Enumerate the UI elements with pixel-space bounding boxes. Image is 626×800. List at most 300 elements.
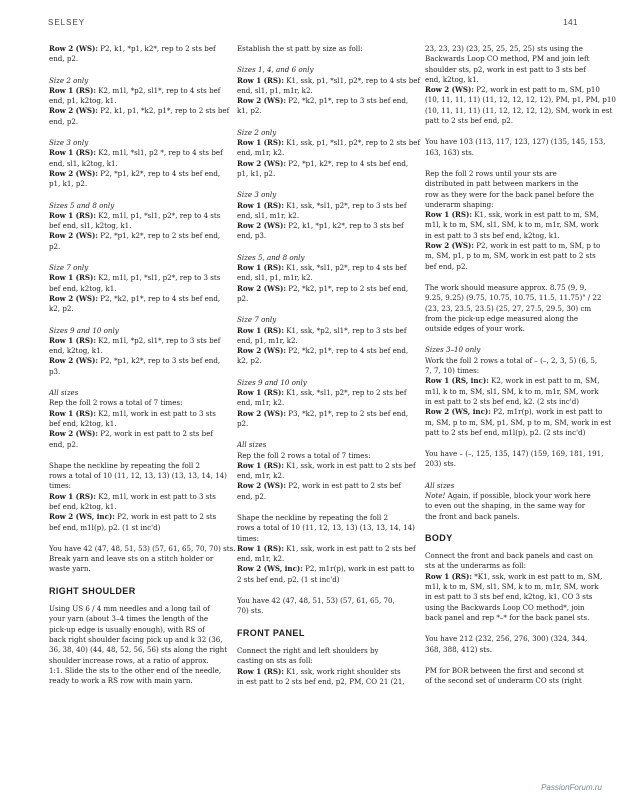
row-label: Row 1 (RS):	[49, 408, 96, 418]
text-line	[49, 294, 225, 304]
instruction-text: PM for BOR between the first and second st	[425, 665, 584, 675]
paragraph	[237, 596, 413, 617]
paragraph	[425, 283, 601, 334]
text-line	[49, 635, 225, 645]
instruction-text: P2, *k2, p1*, rep to 4 sts bef end,	[286, 346, 409, 356]
text-line	[425, 324, 601, 334]
instruction-text: P2, *p1, k2*, rep to 3 sts bef end,	[98, 356, 221, 366]
instruction-text: k2, p2.	[49, 304, 74, 314]
text-line	[425, 603, 601, 613]
text-line	[237, 169, 413, 179]
text-line	[237, 346, 413, 356]
instruction-text: end, sl1, m1r, k2.	[237, 210, 300, 220]
instruction-text: K2, m1l, *p2, sl1*, rep to 3 sts bef	[95, 335, 221, 345]
text-line	[237, 513, 413, 523]
instruction-text: your yarn (about 3–4 times the length of the	[49, 614, 209, 624]
instruction-text: You have 103 (113, 117, 123, 127) (135, 145, 153,	[425, 137, 606, 147]
instruction-text: 203) sts.	[425, 459, 456, 469]
text-line	[49, 179, 225, 189]
text-line	[49, 409, 225, 419]
instruction-text: P2, work in est patt to m, SM, p to	[474, 241, 601, 251]
instruction-text: You have 212 (232, 256, 276, 300) (324, 344,	[425, 634, 588, 644]
instruction-text: using the Backwards Loop CO method*, join	[425, 602, 585, 612]
instruction-text: underarm shaping:	[425, 199, 494, 209]
text-line	[49, 284, 225, 294]
instruction-text: Rep the foll 2 rows a total of 7 times:	[237, 450, 371, 460]
text-line	[425, 169, 601, 179]
instruction-text: patt to 2 sts bef end, p2.	[425, 116, 514, 126]
text-line	[237, 326, 413, 336]
text-line	[237, 211, 413, 221]
italic-text: Sizes 3–10 only	[425, 345, 481, 355]
italic-text: Sizes 1, 4, and 6 only	[237, 65, 314, 75]
text-line	[49, 326, 225, 336]
instruction-text: P2, *p1, k2*, rep to 4 sts bef end,	[98, 168, 221, 178]
instruction-text: K1, ssk, work in est patt to m, SM,	[471, 210, 599, 220]
instruction-text: K1, ssk, work in est patt to 2 sts bef	[283, 460, 416, 470]
paragraph	[237, 127, 421, 179]
section-heading: BODY	[425, 532, 453, 543]
paragraph	[425, 634, 601, 655]
instruction-text: 2 sts bef end, p2. (1 st inc'd)	[237, 574, 340, 584]
instruction-text: casting on sts as foll:	[237, 656, 313, 666]
row-label: Row 2 (WS):	[49, 293, 99, 303]
text-line	[425, 345, 601, 355]
row-label: Row 1 (RS):	[237, 138, 284, 148]
text-line	[237, 378, 413, 388]
text-line	[49, 86, 225, 96]
instruction-text: bef end, k2tog, k1.	[49, 418, 117, 428]
text-line	[237, 451, 413, 461]
text-line	[237, 523, 413, 533]
instruction-text: K1, ssk, p1, *sl1, p2*, rep to 4 sts bef	[283, 75, 421, 85]
instruction-text: 9.25, 9.25) (9.75, 10.75, 10.75, 11.5, 11.75)" / 22	[425, 293, 602, 303]
instruction-text: k2, p2.	[237, 356, 262, 366]
text-line	[425, 190, 601, 200]
italic-text: Sizes 9 and 10 only	[49, 325, 119, 335]
instruction-text: m, SM, p to m, SM, p1, SM, p to m, SM, work in est	[425, 417, 612, 427]
instruction-text: m1l, k to m, SM, sl1, SM, k to m, m1r, SM, work	[425, 220, 599, 230]
text-line	[237, 543, 416, 554]
text-line	[425, 613, 601, 623]
instruction-text: distributed in patt between markers in the	[425, 179, 579, 189]
text-line	[49, 666, 225, 676]
text-line	[49, 492, 225, 502]
paragraph	[237, 190, 413, 241]
instruction-text: back panel and rep *–* for the back panel sts.	[425, 612, 590, 622]
paragraph	[425, 137, 606, 158]
text-line	[49, 512, 225, 522]
text-line	[49, 159, 225, 169]
row-label: Row 2 (WS):	[49, 356, 99, 366]
text-line	[237, 231, 413, 241]
instruction-text: K2, m1l, work in est patt to 3 sts	[95, 491, 216, 501]
section-heading: FRONT PANEL	[237, 627, 305, 638]
paragraph	[425, 449, 604, 470]
text-line	[425, 491, 601, 501]
instruction-text: end, p1, k2tog, k1.	[49, 96, 117, 106]
paragraph	[237, 65, 421, 116]
text-line	[237, 148, 413, 158]
row-label: Row 2 (WS):	[237, 283, 287, 293]
text-line	[237, 460, 416, 471]
paragraph	[425, 345, 612, 438]
paragraph	[425, 666, 601, 687]
italic-text: Note!	[425, 490, 446, 500]
instruction-text: p2.	[237, 293, 249, 303]
instruction-text: end, p3.	[237, 231, 267, 241]
instruction-text: Rep the foll 2 rows a total of 7 times:	[49, 398, 183, 408]
instruction-text: Break yarn and leave sts on a stitch holder or	[49, 554, 214, 564]
text-line	[237, 656, 413, 666]
row-label: Row 1 (RS):	[237, 543, 284, 553]
instruction-text: Connect the right and left shoulders by	[237, 645, 379, 655]
paragraph	[49, 44, 225, 65]
row-label: Row 1 (RS):	[425, 571, 472, 581]
instruction-text: end, m1r, k2.	[237, 554, 285, 564]
row-label: Row 1 (RS):	[237, 666, 284, 676]
paragraph	[237, 44, 413, 54]
text-line	[49, 263, 225, 273]
instruction-text: k1, p2.	[237, 106, 262, 116]
instruction-text: P2, *p1, k2*, rep to 2 sts bef end,	[98, 231, 221, 241]
text-line	[425, 179, 601, 189]
instruction-text: 368, 388, 412) sts.	[425, 644, 493, 654]
instruction-text: end, k2tog, k1.	[49, 346, 103, 356]
text-line	[237, 596, 413, 606]
instruction-text: m, SM, p1, p to m, SM, work in est patt to 2 sts	[425, 251, 596, 261]
header-title: SELSEY	[48, 18, 86, 27]
text-line	[237, 159, 413, 169]
instruction-text: to even out the shaping, in the same way for	[425, 501, 586, 511]
text-line	[237, 284, 413, 294]
instruction-text: times:	[237, 533, 260, 543]
instruction-text: P2, *k2, p1*, rep to 2 sts bef end,	[286, 283, 409, 293]
italic-text: Size 2 only	[237, 127, 277, 137]
row-label: Row 2 (WS):	[49, 106, 99, 116]
italic-text: Sizes 9 and 10 only	[237, 377, 307, 387]
instruction-text: end, m1r, k2.	[237, 471, 285, 481]
instruction-text: P2, k1, p1, *k2, p1*, rep to 2 sts bef	[98, 106, 230, 116]
text-line	[425, 262, 601, 272]
row-label: Row 1 (RS):	[237, 388, 284, 398]
instruction-text: Connect the front and back panels and cast on	[425, 551, 593, 561]
text-line	[425, 592, 601, 602]
row-label: Row 1 (RS):	[425, 210, 472, 220]
text-line	[49, 554, 225, 564]
text-line	[49, 502, 225, 512]
instruction-text: end, sl1, p1, m1r, k2.	[237, 273, 313, 283]
text-line	[425, 407, 601, 417]
text-line	[49, 419, 225, 429]
instruction-text: K2, work in est patt to m, SM,	[488, 376, 600, 386]
text-line	[425, 666, 601, 676]
text-line	[49, 523, 225, 533]
instruction-text: 36, 38, 40) (44, 48, 52, 56, 56) sts along the right	[49, 645, 228, 655]
instruction-text: Using US 6 / 4 mm needles and a long tail of	[49, 604, 210, 614]
paragraph	[49, 201, 225, 252]
text-line	[237, 398, 413, 408]
instruction-text: P2, work in est patt to 2 sts	[114, 512, 217, 522]
text-line	[237, 315, 413, 325]
instruction-text: end, m1r, k2.	[237, 398, 285, 408]
text-line	[425, 116, 601, 126]
instruction-text: the front and back panels.	[425, 511, 520, 521]
text-line	[425, 645, 601, 655]
text-line	[425, 220, 601, 230]
text-line	[237, 575, 413, 585]
text-line	[237, 65, 413, 75]
instruction-text: m1l, k to m, SM, sl1, SM, k to m, m1r, SM, work	[425, 386, 599, 396]
instruction-text: K1, ssk, *sl1, p2*, rep to 4 sts bef	[283, 263, 407, 273]
instruction-text: You have – (–, 125, 135, 147) (159, 169, 181, 191,	[425, 449, 604, 459]
text-line	[237, 44, 413, 54]
text-line	[425, 356, 601, 366]
paragraph	[49, 604, 228, 686]
text-line	[425, 44, 601, 54]
instruction-text: (23, 23, 23.5, 23.5) (25, 27, 27.5, 29.5, 30) cm	[425, 303, 592, 313]
text-line	[425, 512, 601, 522]
text-line	[49, 367, 225, 377]
row-label: Row 2 (WS):	[237, 481, 287, 491]
paragraph	[425, 44, 616, 126]
text-line	[425, 283, 601, 293]
text-line	[237, 419, 413, 429]
paragraph	[237, 253, 413, 304]
paragraph	[425, 481, 601, 522]
text-line	[49, 346, 225, 356]
text-line	[237, 606, 413, 616]
text-line	[49, 96, 225, 106]
instruction-text: in est patt to 3 sts bef end, k2tog, k1, CO 3 sts	[425, 592, 593, 602]
instruction-text: m1l, k to m, SM, sl1, SM, k to m, m1r, SM, work	[425, 582, 599, 592]
italic-text: Size 7 only	[237, 315, 277, 325]
instruction-text: outside edges of your work.	[425, 324, 525, 334]
instruction-text: 1:1. Slide the sts to the other end of the needle,	[49, 665, 222, 675]
instruction-text: P2, m1r(p), work in est patt to	[302, 564, 415, 574]
text-line	[49, 221, 225, 231]
text-line	[237, 646, 413, 656]
text-line	[425, 54, 601, 64]
text-line	[425, 65, 601, 75]
text-line	[425, 561, 601, 571]
instruction-text: p2.	[237, 418, 249, 428]
text-line	[49, 169, 225, 179]
text-line	[49, 273, 225, 283]
page-number: 141	[563, 18, 578, 27]
instruction-text: sts at the underarms as foll:	[425, 561, 527, 571]
instruction-text: K1, ssk, *sl1, p2*, rep to 2 sts bef	[283, 388, 407, 398]
instruction-text: The work should measure approx. 8.75 (9, 9,	[425, 282, 587, 292]
text-line	[237, 86, 413, 96]
instruction-text: waste yarn.	[49, 564, 91, 574]
text-line	[237, 356, 413, 366]
text-line	[49, 440, 225, 450]
row-label: Row 2 (WS, inc):	[425, 407, 491, 417]
paragraph	[49, 263, 225, 314]
text-line	[49, 356, 225, 366]
instruction-text: *K1, ssk, work in est patt to m, SM,	[471, 571, 603, 581]
text-line	[49, 429, 225, 439]
column-3	[425, 44, 616, 697]
instruction-text: rows a total of 10 (11, 12, 13, 13) (13, 13, 14, 14)	[237, 523, 415, 533]
row-label: Row 2 (WS):	[49, 429, 99, 439]
instruction-text: bef end, m1l(p), p2. (1 st inc'd)	[49, 522, 161, 532]
text-line	[425, 210, 601, 220]
paragraph	[49, 138, 225, 189]
text-line	[237, 554, 413, 564]
text-line	[425, 387, 601, 397]
text-line	[237, 409, 413, 419]
paragraph	[237, 646, 413, 687]
text-line	[237, 190, 413, 200]
paragraph	[49, 75, 230, 127]
instruction-text: P2, work in est patt to 2 sts bef	[98, 429, 214, 439]
paragraph	[49, 388, 225, 450]
text-line	[425, 582, 601, 592]
text-line	[49, 614, 225, 624]
text-line	[49, 645, 228, 655]
text-line	[425, 95, 616, 105]
instruction-text: K1, ssk, work right shoulder sts	[283, 666, 401, 676]
text-line	[425, 572, 601, 582]
text-line	[49, 211, 225, 221]
instruction-text: 23, 23, 23) (23, 25, 25, 25, 25) sts using the	[425, 44, 583, 53]
text-line	[49, 481, 225, 491]
instruction-text: patt to 2 sts bef end, m1l(p), p2. (2 sts inc'd)	[425, 427, 586, 437]
instruction-text: bef end, k2tog, k1.	[49, 501, 117, 511]
text-line	[49, 656, 225, 666]
text-line	[49, 231, 225, 241]
text-line	[237, 534, 413, 544]
text-line	[237, 667, 413, 677]
text-line	[49, 54, 225, 64]
instruction-text: bef end, sl1, k2tog, k1.	[49, 221, 132, 231]
row-label: Row 2 (WS):	[237, 221, 287, 231]
row-label: Row 1 (RS):	[49, 491, 96, 501]
instruction-text: in est patt to 2 sts bef end, k2. (2 sts inc'd)	[425, 396, 580, 406]
text-line	[49, 388, 225, 398]
text-line	[237, 96, 413, 106]
instruction-text: bef end, k2tog, k1.	[49, 283, 117, 293]
instruction-text: (10, 11, 11, 11) (11, 12, 12, 12, 12), SM, work in est	[425, 105, 613, 115]
paragraph	[49, 543, 236, 575]
instruction-text: K1, ssk, *sl1, p2*, rep to 3 sts bef	[283, 200, 407, 210]
instruction-text: of the second set of underarm CO sts (right	[425, 676, 582, 686]
text-line	[425, 200, 601, 210]
text-line	[49, 201, 225, 211]
text-line	[49, 336, 225, 346]
paragraph	[237, 440, 416, 502]
instruction-text: P2, k1, *p1, k2*, rep to 2 sts bef	[98, 44, 216, 53]
italic-text: Size 3 only	[49, 138, 89, 148]
running-header	[48, 18, 578, 32]
instruction-text: end, k2tog, k1.	[425, 74, 479, 84]
instruction-text: P2, m1r(p), work in est patt to	[490, 407, 603, 417]
instruction-text: Rep the foll 2 rows until your sts are	[425, 168, 557, 178]
italic-text: Sizes 5, and 8 only	[237, 252, 305, 262]
paragraph	[237, 315, 413, 366]
italic-text: Size 3 only	[237, 190, 277, 200]
instruction-text: Backwards Loop CO method, PM and join left	[425, 54, 590, 64]
paragraph	[237, 378, 413, 429]
instruction-text: Work the foll 2 rows a total of – (–, 2, 3, 5) (6, 5,	[425, 355, 598, 365]
text-line	[425, 376, 601, 386]
instruction-text: K2, m1l, p1, *sl1, p2*, rep to 4 sts	[95, 210, 221, 220]
paragraph	[49, 326, 225, 377]
instruction-text: times:	[49, 481, 72, 491]
instruction-text: p2.	[49, 241, 61, 251]
text-line	[425, 481, 601, 491]
instruction-text: end, p2.	[49, 54, 79, 64]
italic-text: All sizes	[425, 480, 455, 490]
row-label: Row 1 (RS):	[237, 460, 284, 470]
instruction-text: Shape the neckline by repeating the foll 2	[49, 460, 201, 470]
text-line	[425, 551, 601, 561]
paragraph	[237, 512, 416, 585]
text-line	[49, 138, 225, 148]
paragraph	[425, 551, 601, 623]
text-line	[237, 471, 413, 481]
text-line	[237, 106, 413, 116]
instruction-text: from the pick-up edge measured along the	[425, 313, 579, 323]
instruction-text: in est patt to 2 sts bef end, p2, PM, CO 21 (21,	[237, 676, 405, 686]
column-1	[49, 44, 236, 697]
instruction-text: Again, if possible, block your work here	[445, 490, 591, 500]
text-line	[237, 201, 413, 211]
text-line	[237, 263, 413, 273]
instruction-text: row as they were for the back panel before the	[425, 189, 594, 199]
text-line	[425, 293, 601, 303]
row-label: Row 1 (RS, inc):	[425, 376, 489, 386]
instruction-text: P2, k1, *p1, k2*, rep to 3 sts bef	[286, 221, 404, 231]
row-label: Row 2 (WS):	[237, 346, 287, 356]
row-label: Row 1 (RS):	[237, 325, 284, 335]
text-line	[237, 221, 413, 231]
paragraph	[49, 461, 225, 533]
text-line	[425, 75, 601, 85]
instruction-text: P2, *p1, k2*, rep to 4 sts bef end,	[286, 158, 409, 168]
text-line	[425, 428, 601, 438]
instruction-text: end, p1, m1r, k2.	[237, 335, 298, 345]
text-line	[425, 314, 601, 324]
text-line	[49, 461, 225, 471]
instruction-text: end, m1r, k2.	[237, 148, 285, 158]
instruction-text: You have 42 (47, 48, 51, 53) (57, 61, 65, 70,	[237, 596, 395, 606]
instruction-text: 163, 163) sts.	[425, 147, 474, 157]
instruction-text: P2, work in est patt to m, SM, p10	[474, 85, 600, 95]
text-line	[49, 106, 230, 116]
instruction-text: p1, k1, p2.	[237, 168, 276, 178]
column-2	[237, 44, 421, 698]
text-line	[237, 75, 421, 86]
paragraph	[425, 169, 601, 272]
instruction-text: P2, *k2, p1*, rep to 3 sts bef end,	[286, 96, 409, 106]
instruction-text: Establish the st patt by size as foll:	[237, 44, 363, 53]
text-line	[425, 231, 601, 241]
instruction-text: K2, m1l, *sl1, p2 *, rep to 4 sts bef	[95, 148, 223, 158]
text-line	[425, 251, 601, 261]
text-line	[49, 543, 236, 554]
text-line	[425, 85, 601, 95]
text-line	[425, 634, 601, 644]
row-label: Row 1 (RS):	[49, 335, 96, 345]
instruction-text: K2, m1l, work in est patt to 3 sts	[95, 408, 216, 418]
text-line	[425, 397, 601, 407]
section-heading: RIGHT SHOULDER	[49, 585, 136, 596]
instruction-text: K1, ssk, p1, *sl1, p2*, rep to 2 sts bef	[283, 138, 421, 148]
instruction-text: You have 42 (47, 48, 51, 53) (57, 61, 65, 70, 70) sts.	[49, 543, 236, 553]
